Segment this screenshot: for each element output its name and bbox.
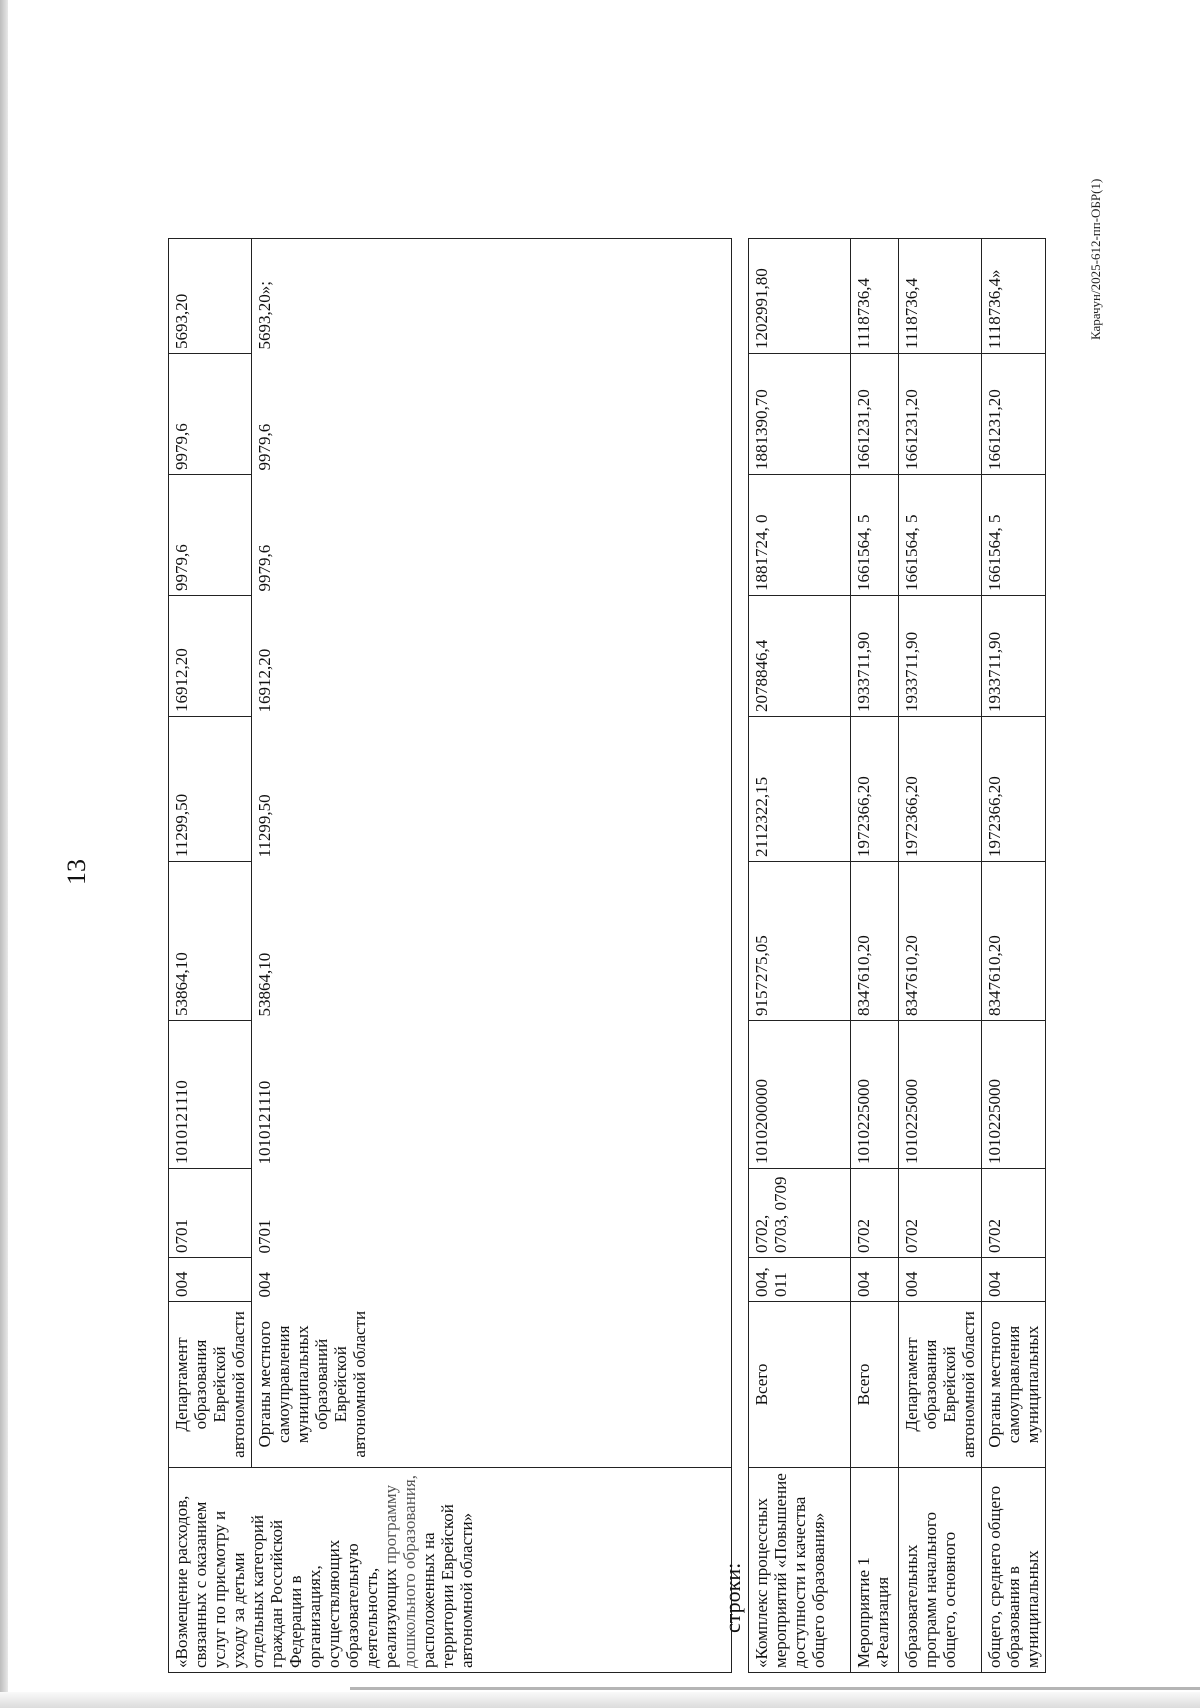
year5-cell: 1202991,80 — [749, 239, 851, 354]
scan-bottom-line — [350, 1687, 1200, 1690]
csr-cell: 1010121110 — [169, 1021, 252, 1169]
year4-cell: 9979,6 — [169, 354, 252, 475]
table-row — [169, 239, 252, 1673]
grbs-cell: 004 — [851, 1258, 899, 1302]
year2-cell: 1933711,90 — [982, 596, 1046, 717]
measure-name-cell — [169, 1468, 732, 1673]
grbs-cell: 004 — [252, 1258, 732, 1302]
year3-cell: 1661564, 5 — [851, 475, 899, 596]
rzpr-cell: 0701 — [252, 1169, 732, 1258]
table-row — [982, 239, 1046, 1673]
measure-name-cell: образовательных программ начального общего, основного — [899, 1468, 982, 1673]
footer-document-code: Карачун/2025-612-пп-ОБР(1) — [1088, 178, 1103, 340]
rzpr-cell: 0702, 0703, 0709 — [749, 1169, 851, 1258]
year5-cell: 5693,20»; — [252, 239, 732, 354]
measure-name-grey: программу дошкольного образования, — [381, 1475, 419, 1668]
year3-cell: 9979,6 — [169, 475, 252, 596]
rzpr-cell: 0702 — [851, 1169, 899, 1258]
rzpr-cell: 0702 — [899, 1169, 982, 1258]
year5-cell: 1118736,4 — [851, 239, 899, 354]
year1-cell: 2112322,15 — [749, 717, 851, 862]
year2-cell: 16912,20 — [252, 596, 732, 717]
grbs-cell: 004 — [169, 1258, 252, 1302]
strokes-label: строки: — [720, 1562, 745, 1633]
executor-cell: Всего — [749, 1302, 851, 1468]
grbs-cell: 004 — [899, 1258, 982, 1302]
executor-cell: Департамент образования Еврейской автономной области — [899, 1302, 982, 1468]
measure-name-tail: расположенных на территории Еврейской автономной области» — [419, 1504, 476, 1668]
year4-cell: 1661231,20 — [982, 354, 1046, 475]
total-cell: 8347610,20 — [851, 862, 899, 1021]
measure-name-cell: «Комплекс процессных мероприятий «Повышение доступности и качества общего образования» — [749, 1468, 851, 1673]
total-cell: 9157275,05 — [749, 862, 851, 1021]
year2-cell: 1933711,90 — [851, 596, 899, 717]
measure-name-cell: Мероприятие 1 «Реализация — [851, 1468, 899, 1673]
csr-cell: 1010200000 — [749, 1021, 851, 1169]
year1-cell: 1972366,20 — [851, 717, 899, 862]
table-row — [899, 239, 982, 1673]
year1-cell: 11299,50 — [169, 717, 252, 862]
year1-cell: 1972366,20 — [899, 717, 982, 862]
year4-cell: 1661231,20 — [899, 354, 982, 475]
budget-table-1 — [168, 238, 732, 1673]
scan-bottom-edge — [0, 1692, 1200, 1708]
table-row — [252, 239, 732, 1673]
csr-cell: 1010225000 — [982, 1021, 1046, 1169]
executor-cell: Всего — [851, 1302, 899, 1468]
year3-cell: 9979,6 — [252, 475, 732, 596]
year3-cell: 1661564, 5 — [982, 475, 1046, 596]
budget-table-2 — [748, 238, 1046, 1673]
total-cell: 8347610,20 — [899, 862, 982, 1021]
year3-cell: 1881724, 0 — [749, 475, 851, 596]
executor-cell: Департамент образования Еврейской автономной области — [169, 1302, 252, 1468]
year5-cell: 1118736,4» — [982, 239, 1046, 354]
table-row — [749, 239, 851, 1673]
rzpr-cell: 0702 — [982, 1169, 1046, 1258]
csr-cell: 1010225000 — [851, 1021, 899, 1169]
measure-name-cell: общего, среднего общего образования в муниципальных — [982, 1468, 1046, 1673]
executor-cell: Органы местного самоуправления муниципальных — [982, 1302, 1046, 1468]
table-row — [851, 239, 899, 1673]
year1-cell: 11299,50 — [252, 717, 732, 862]
csr-cell: 1010121110 — [252, 1021, 732, 1169]
executor-cell: Органы местного самоуправления муниципальных образований Еврейской автономной области — [252, 1302, 732, 1468]
year1-cell: 1972366,20 — [982, 717, 1046, 862]
total-cell: 53864,10 — [169, 862, 252, 1021]
total-cell: 8347610,20 — [982, 862, 1046, 1021]
year2-cell: 2078846,4 — [749, 596, 851, 717]
grbs-cell: 004, 011 — [749, 1258, 851, 1302]
year4-cell: 1881390,70 — [749, 354, 851, 475]
year2-cell: 1933711,90 — [899, 596, 982, 717]
total-cell: 53864,10 — [252, 862, 732, 1021]
grbs-cell: 004 — [982, 1258, 1046, 1302]
year4-cell: 1661231,20 — [851, 354, 899, 475]
page-number: 13 — [62, 859, 91, 885]
rzpr-cell: 0701 — [169, 1169, 252, 1258]
year4-cell: 9979,6 — [252, 354, 732, 475]
year2-cell: 16912,20 — [169, 596, 252, 717]
measure-name: «Возмещение расходов, связанных с оказанием услуг по присмотру и уходу за детьми отдельных категорий граждан Российской Федерации в организациях, осуществляющих образовательную деятельность, реализующих — [172, 1495, 400, 1668]
year5-cell: 5693,20 — [169, 239, 252, 354]
year3-cell: 1661564, 5 — [899, 475, 982, 596]
csr-cell: 1010225000 — [899, 1021, 982, 1169]
year5-cell: 1118736,4 — [899, 239, 982, 354]
